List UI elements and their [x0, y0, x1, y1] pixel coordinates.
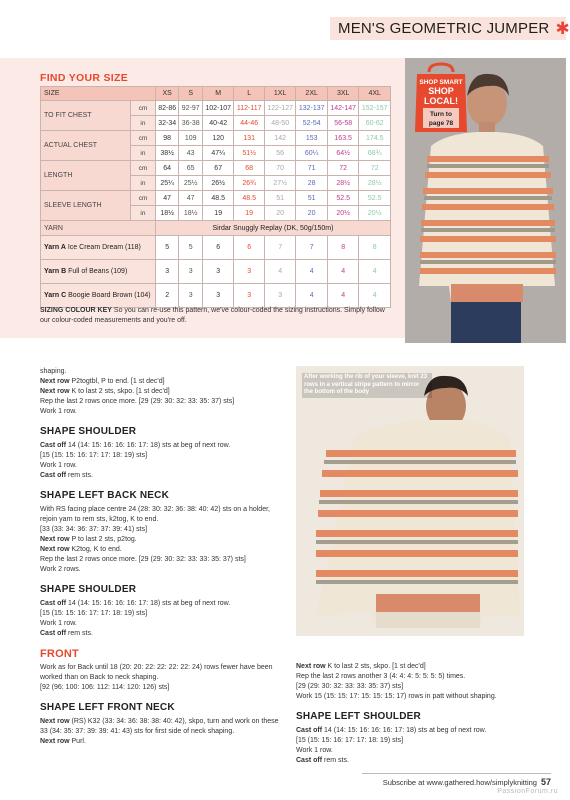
- measurement-cell: 56: [264, 146, 296, 161]
- page-title: MEN'S GEOMETRIC JUMPER: [338, 20, 550, 37]
- size-col: 3XL: [327, 87, 359, 101]
- measurement-cell: 52.5: [327, 191, 359, 206]
- measurement-row: [41, 161, 391, 176]
- measurement-cell: 72: [359, 161, 391, 176]
- measurement-cell: 120: [202, 131, 234, 146]
- measurement-cell: 48.5: [234, 191, 264, 206]
- pattern-line: [92 (96: 100: 106: 112: 114: 120: 126) sts]: [40, 684, 170, 691]
- yarn-quantity-cell: 4: [296, 284, 328, 308]
- pattern-line: Work 1 row.: [40, 620, 77, 627]
- unit-label: cm: [130, 131, 155, 146]
- measurement-cell: 20: [264, 206, 296, 221]
- yarn-quantity-cell: 3: [179, 284, 203, 308]
- size-heading: FIND YOUR SIZE: [40, 72, 129, 84]
- measurement-cell: 43: [179, 146, 203, 161]
- yarn-row: [41, 260, 391, 284]
- unit-label: cm: [130, 161, 155, 176]
- measurement-cell: 51½: [234, 146, 264, 161]
- size-header-row: [41, 87, 391, 101]
- measurement-cell: 60¼: [296, 146, 328, 161]
- measurement-cell: 47: [179, 191, 203, 206]
- measurement-cell: 122-127: [264, 101, 296, 116]
- measurement-cell: 112-117: [234, 101, 264, 116]
- badge-line3: LOCAL!: [424, 96, 458, 106]
- pattern-line: Work 15 (15: 15: 17: 15: 15: 15: 17) rows in patt without shaping.: [296, 693, 497, 700]
- yarn-quantity-cell: 2: [155, 284, 179, 308]
- measurement-cell: 64½: [327, 146, 359, 161]
- measurement-cell: 68¾: [359, 146, 391, 161]
- measurement-cell: 56-58: [327, 116, 359, 131]
- measurement-label: SLEEVE LENGTH: [41, 191, 131, 221]
- yarn-name: Sirdar Snuggly Replay (DK, 50g/150m): [155, 221, 390, 236]
- measurement-cell: 67: [202, 161, 234, 176]
- measurement-cell: 47: [155, 191, 179, 206]
- pattern-line: [15 (15: 15: 16: 17: 17: 18: 19) sts]: [40, 610, 148, 617]
- measurement-cell: 142-147: [327, 101, 359, 116]
- pattern-line: [29 (29: 30: 32: 33: 33: 35: 37) sts]: [296, 683, 404, 690]
- size-col: S: [179, 87, 203, 101]
- measurement-cell: 32-34: [155, 116, 179, 131]
- measurement-label: ACTUAL CHEST: [41, 131, 131, 161]
- measurement-cell: 174.5: [359, 131, 391, 146]
- measurement-cell: 52-54: [296, 116, 328, 131]
- badge-line4: Turn to: [430, 111, 452, 118]
- pattern-line: Rep the last 2 rows another 3 (4: 4: 4: 5: 5: 5: 5) times.: [296, 673, 466, 680]
- size-col: 1XL: [264, 87, 296, 101]
- measurement-cell: 72: [327, 161, 359, 176]
- title-banner: [330, 17, 570, 40]
- yarn-quantity-cell: 4: [327, 284, 359, 308]
- yarn-quantity-cell: 6: [234, 236, 264, 260]
- yarn-row: [41, 284, 391, 308]
- yarn-quantity-cell: 3: [234, 284, 264, 308]
- pattern-line: Work 1 row.: [40, 462, 77, 469]
- measurement-cell: 65: [179, 161, 203, 176]
- measurement-cell: 38½: [155, 146, 179, 161]
- yarn-header-row: [41, 221, 391, 236]
- pattern-line: With RS facing place centre 24 (28: 30: 32: 36: 38: 40: 42) sts on a holder, rejoin yarn to rem sts, k2tog, K to end.: [40, 506, 270, 523]
- measurement-cell: 20½: [359, 206, 391, 221]
- shop-local-badge[interactable]: [413, 62, 469, 134]
- size-col: 4XL: [359, 87, 391, 101]
- sizing-key-bold: SIZING COLOUR KEY: [40, 307, 112, 314]
- pattern-line: shaping.: [40, 368, 67, 375]
- yarn-quantity-cell: 7: [296, 236, 328, 260]
- measurement-cell: 68: [234, 161, 264, 176]
- measurement-row: [41, 131, 391, 146]
- yarn-quantity-cell: 4: [359, 284, 391, 308]
- measurement-cell: 131: [234, 131, 264, 146]
- measurement-cell: 82-86: [155, 101, 179, 116]
- measurement-cell: 98: [155, 131, 179, 146]
- measurement-cell: 60-62: [359, 116, 391, 131]
- yarn-quantity-cell: 8: [359, 236, 391, 260]
- yarn-quantity-cell: 3: [264, 284, 296, 308]
- pattern-line: Next row K2tog, K to end.: [40, 546, 122, 553]
- measurement-cell: 19: [234, 206, 264, 221]
- measurement-cell: 48.5: [202, 191, 234, 206]
- pattern-line: Work 2 rows.: [40, 566, 81, 573]
- pattern-line: [15 (15: 15: 16: 17: 17: 18: 19) sts]: [296, 737, 404, 744]
- pattern-line: Rep the last 2 rows once more. [29 (29: 30: 32: 33: 35: 37) sts]: [40, 398, 235, 405]
- asterisk-icon: ✱: [555, 19, 570, 38]
- measurement-cell: 20½: [327, 206, 359, 221]
- measurement-row: [41, 101, 391, 116]
- pattern-line: Cast off rem sts.: [40, 472, 93, 479]
- yarn-quantity-cell: 7: [264, 236, 296, 260]
- badge-line2: SHOP: [428, 86, 454, 96]
- size-col: XS: [155, 87, 179, 101]
- measurement-cell: 153: [296, 131, 328, 146]
- size-col: L: [234, 87, 264, 101]
- yarn-quantity-cell: 4: [359, 260, 391, 284]
- badge-line1: SHOP SMART: [419, 79, 463, 86]
- measurement-cell: 52.5: [359, 191, 391, 206]
- yarn-row-label: Yarn A Ice Cream Dream (118): [41, 236, 156, 260]
- unit-label: cm: [130, 191, 155, 206]
- sizing-key-text: So you can re-use this pattern, we've colour-coded the sizing instructions. Simply follow our colour-coded measurements and you're off.: [40, 307, 385, 324]
- measurement-row: [41, 191, 391, 206]
- measurement-cell: 28½: [327, 176, 359, 191]
- pattern-line: Cast off 14 (14: 15: 16: 16: 16: 17: 18) sts at beg of next row.: [40, 600, 231, 607]
- measurement-cell: 142: [264, 131, 296, 146]
- pattern-line: Next row K to last 2 sts, skpo. [1 st dec'd]: [40, 388, 170, 395]
- yarn-row: [41, 236, 391, 260]
- size-col: M: [202, 87, 234, 101]
- measurement-cell: 26½: [202, 176, 234, 191]
- yarn-label: YARN: [41, 221, 156, 236]
- measurement-cell: 47¼: [202, 146, 234, 161]
- pattern-line: Cast off rem sts.: [40, 630, 93, 637]
- pattern-line: [15 (15: 15: 16: 17: 17: 18: 19) sts]: [40, 452, 148, 459]
- watermark: PassionForum.ru: [497, 788, 558, 795]
- pattern-line: Cast off rem sts.: [296, 757, 349, 764]
- yarn-quantity-cell: 4: [264, 260, 296, 284]
- model-illustration-2: [296, 366, 524, 636]
- unit-label: in: [130, 176, 155, 191]
- yarn-quantity-cell: 4: [327, 260, 359, 284]
- measurement-cell: 51: [296, 191, 328, 206]
- measurement-cell: 64: [155, 161, 179, 176]
- measurement-cell: 27½: [264, 176, 296, 191]
- measurement-cell: 18½: [179, 206, 203, 221]
- measurement-cell: 109: [179, 131, 203, 146]
- section-heading: SHAPE LEFT BACK NECK: [40, 490, 170, 501]
- measurement-cell: 19: [202, 206, 234, 221]
- pattern-line: Next row Purl.: [40, 738, 86, 745]
- pattern-line: Cast off 14 (14: 15: 16: 16: 16: 17: 18) sts at beg of next row.: [40, 442, 231, 449]
- page-footer: [383, 777, 551, 787]
- measurement-cell: 20: [296, 206, 328, 221]
- unit-label: cm: [130, 101, 155, 116]
- subscribe-link[interactable]: Subscribe at www.gathered.how/simplyknitting: [382, 778, 537, 787]
- yarn-quantity-cell: 3: [179, 260, 203, 284]
- yarn-quantity-cell: 3: [202, 284, 234, 308]
- pattern-column-right: [296, 662, 521, 766]
- measurement-cell: 28: [296, 176, 328, 191]
- model-photo-bottom: [296, 366, 524, 636]
- measurement-label: LENGTH: [41, 161, 131, 191]
- footer-divider: [362, 773, 551, 774]
- size-label: SIZE: [41, 87, 156, 101]
- pattern-line: Next row P to last 2 sts, p2tog.: [40, 536, 137, 543]
- measurement-cell: 25½: [179, 176, 203, 191]
- measurement-cell: 51: [264, 191, 296, 206]
- yarn-quantity-cell: 5: [179, 236, 203, 260]
- measurement-cell: 18½: [155, 206, 179, 221]
- yarn-quantity-cell: 3: [155, 260, 179, 284]
- pattern-line: Work 1 row.: [296, 747, 333, 754]
- measurement-cell: 28½: [359, 176, 391, 191]
- pattern-line: Next row K to last 2 sts, skpo. [1 st dec'd]: [296, 663, 426, 670]
- page-number: 57: [540, 777, 551, 787]
- pattern-line: Work as for Back until 18 (20: 20: 22: 22: 22: 22: 24) rows fewer have been worked than on Back to neck shaping.: [40, 664, 273, 681]
- yarn-row-label: Yarn C Boogie Board Brown (104): [41, 284, 156, 308]
- size-col: 2XL: [296, 87, 328, 101]
- sizing-colour-key: [40, 306, 395, 326]
- measurement-cell: 48-50: [264, 116, 296, 131]
- section-heading: SHAPE SHOULDER: [40, 584, 137, 595]
- size-table: [40, 86, 391, 308]
- photo-caption: After working the rib of your sleeve, knit 23 rows in a vertical stripe pattern to mirror the bottom of the body: [302, 373, 432, 398]
- unit-label: in: [130, 116, 155, 131]
- yarn-quantity-cell: 5: [155, 236, 179, 260]
- yarn-quantity-cell: 4: [296, 260, 328, 284]
- measurement-cell: 36-38: [179, 116, 203, 131]
- measurement-cell: 26¾: [234, 176, 264, 191]
- measurement-cell: 70: [264, 161, 296, 176]
- measurement-cell: 132-137: [296, 101, 328, 116]
- section-heading: SHAPE LEFT FRONT NECK: [40, 702, 175, 713]
- yarn-row-label: Yarn B Full of Beans (109): [41, 260, 156, 284]
- section-heading-front: FRONT: [40, 648, 79, 660]
- measurement-cell: 40-42: [202, 116, 234, 131]
- pattern-line: [33 (33: 34: 36: 37: 37: 39: 41) sts]: [40, 526, 148, 533]
- section-heading: SHAPE SHOULDER: [40, 426, 137, 437]
- measurement-cell: 44-46: [234, 116, 264, 131]
- measurement-cell: 71: [296, 161, 328, 176]
- measurement-cell: 152-157: [359, 101, 391, 116]
- pattern-line: Next row (RS) K32 (33: 34: 36: 38: 38: 40: 42), skpo, turn and work on these 33 (34: 35: 37: 39: 39: 41: 43) sts for first side of neck shaping.: [40, 718, 279, 735]
- unit-label: in: [130, 146, 155, 161]
- unit-label: in: [130, 206, 155, 221]
- pattern-line: Cast off 14 (14: 15: 16: 16: 16: 17: 18) sts at beg of next row.: [296, 727, 487, 734]
- measurement-cell: 25¼: [155, 176, 179, 191]
- section-heading: SHAPE LEFT SHOULDER: [296, 711, 421, 722]
- pattern-line: Next row P2togtbl, P to end. [1 st dec'd]: [40, 378, 165, 385]
- measurement-cell: 102-107: [202, 101, 234, 116]
- yarn-quantity-cell: 6: [202, 236, 234, 260]
- measurement-label: TO FIT CHEST: [41, 101, 131, 131]
- yarn-quantity-cell: 3: [234, 260, 264, 284]
- measurement-cell: 163.5: [327, 131, 359, 146]
- badge-line5: page 78: [428, 120, 454, 127]
- pattern-column-left: [40, 367, 285, 747]
- yarn-quantity-cell: 8: [327, 236, 359, 260]
- yarn-quantity-cell: 3: [202, 260, 234, 284]
- pattern-line: Rep the last 2 rows once more. [29 (29: 30: 32: 33: 33: 35: 37) sts]: [40, 556, 246, 563]
- pattern-line: Work 1 row.: [40, 408, 77, 415]
- measurement-cell: 92-97: [179, 101, 203, 116]
